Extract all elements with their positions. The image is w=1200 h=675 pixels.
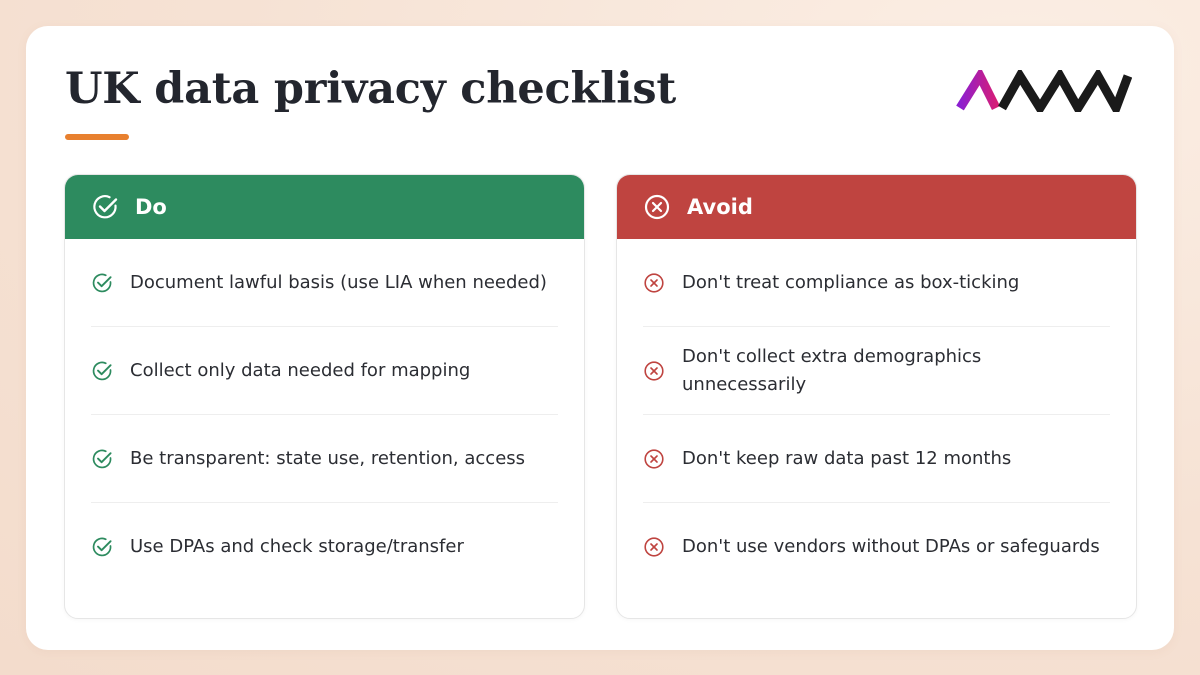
avoid-header [617, 175, 1136, 239]
do-item-text: Be transparent: state use, retention, access [130, 447, 526, 469]
x-circle-icon [643, 536, 665, 558]
x-circle-icon [643, 272, 665, 294]
x-circle-icon [643, 360, 665, 382]
avoid-item-text: Don't use vendors without DPAs or safeguards [682, 536, 1100, 557]
do-header [65, 175, 584, 239]
x-circle-icon [643, 193, 671, 221]
x-circle-icon [643, 448, 665, 470]
do-item [91, 327, 558, 415]
avoid-item-text: Don't collect extra demographics unnecessarily [682, 345, 982, 395]
brand-logo [956, 70, 1132, 112]
do-panel [64, 174, 585, 619]
check-circle-icon [91, 448, 113, 470]
avoid-item [643, 327, 1110, 415]
avoid-item [643, 503, 1110, 591]
check-circle-icon [91, 272, 113, 294]
avoid-heading: Avoid [687, 195, 753, 219]
check-circle-icon [91, 360, 113, 382]
do-item [91, 239, 558, 327]
do-item [91, 415, 558, 503]
avoid-item-text: Don't treat compliance as box-ticking [682, 271, 1020, 293]
do-item-text: Collect only data needed for mapping [130, 359, 471, 381]
avoid-panel [616, 174, 1137, 619]
page-title: UK data privacy checklist [65, 64, 677, 114]
avoid-item [643, 415, 1110, 503]
do-heading: Do [135, 195, 167, 219]
do-item [91, 503, 558, 591]
checklist-card [26, 26, 1174, 650]
check-circle-icon [91, 536, 113, 558]
avoid-item [643, 239, 1110, 327]
title-underline [65, 134, 129, 140]
do-item-text: Use DPAs and check storage/transfer [130, 536, 464, 557]
check-circle-icon [91, 193, 119, 221]
do-item-text: Document lawful basis (use LIA when needed) [130, 271, 547, 293]
avoid-item-text: Don't keep raw data past 12 months [682, 447, 1012, 469]
